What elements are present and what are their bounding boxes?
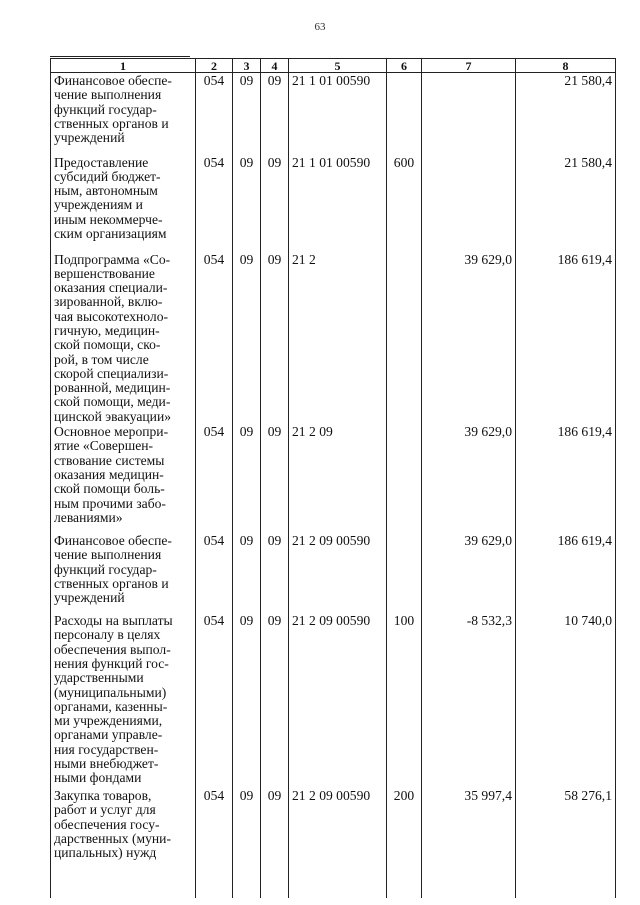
column-header: 1	[51, 59, 196, 73]
header-row	[51, 59, 616, 73]
cell-amount-change: -8 532,3	[422, 613, 516, 788]
cell-expense-type	[387, 424, 422, 533]
budget-table	[50, 58, 616, 898]
row-name: Финансовое обеспе- чение выполнения функций государ- ственных органов и учреждений	[54, 533, 172, 606]
cell-ministry-code: 054	[196, 788, 233, 898]
cell-amount-total: 10 740,0	[516, 613, 616, 788]
cell-amount-change	[422, 73, 516, 155]
cell-amount-change: 39 629,0	[422, 252, 516, 425]
cell-amount-total: 186 619,4	[516, 424, 616, 533]
page-number: 63	[314, 21, 326, 33]
row-name: Подпрограмма «Со- вершенствование оказания специали- зированной, вклю- чая высокотехноло- гичную, медицин- ской помощи, ско- рой, в том числе скорой специализи- рованной, медицин- ской помощи, меди- цинской эвакуации»	[54, 251, 172, 424]
cell-target-article: 21 1 01 00590	[289, 73, 387, 155]
column-header: 2	[196, 59, 233, 73]
cell-expense-type: 200	[387, 788, 422, 898]
cell-target-article: 21 2	[289, 252, 387, 425]
cell-ministry-code: 054	[196, 424, 233, 533]
column-header: 3	[233, 59, 261, 73]
cell-target-article: 21 2 09 00590	[289, 613, 387, 788]
cell-ministry-code: 054	[196, 252, 233, 425]
cell-expense-type	[387, 252, 422, 425]
cell-section: 09	[233, 73, 261, 155]
cell-amount-change	[422, 155, 516, 252]
cell-amount-total: 21 580,4	[516, 155, 616, 252]
cell-target-article: 21 2 09	[289, 424, 387, 533]
cell-section: 09	[233, 533, 261, 613]
cell-ministry-code: 054	[196, 155, 233, 252]
cell-expense-type	[387, 73, 422, 155]
cell-target-article: 21 1 01 00590	[289, 155, 387, 252]
cell-target-article: 21 2 09 00590	[289, 788, 387, 898]
cell-ministry-code: 054	[196, 613, 233, 788]
table-row	[51, 424, 616, 533]
cell-section: 09	[233, 788, 261, 898]
column-header: 7	[422, 59, 516, 73]
cell-amount-change: 39 629,0	[422, 533, 516, 613]
table-row	[51, 533, 616, 613]
cell-expense-type	[387, 533, 422, 613]
cell-amount-total: 186 619,4	[516, 252, 616, 425]
cell-subsection: 09	[261, 73, 289, 155]
row-name: Закупка товаров, работ и услуг для обеспечения госу- дарственных (муни- ципальных) нужд	[54, 788, 171, 861]
row-name: Предоставление субсидий бюджет- ным, автономным учреждениям и иным некоммерче- ским организациям	[54, 154, 167, 241]
cell-amount-total: 186 619,4	[516, 533, 616, 613]
column-header: 5	[289, 59, 387, 73]
column-header: 4	[261, 59, 289, 73]
column-header: 6	[387, 59, 422, 73]
cell-expense-type: 100	[387, 613, 422, 788]
cell-ministry-code: 054	[196, 533, 233, 613]
column-header: 8	[516, 59, 616, 73]
cell-subsection: 09	[261, 155, 289, 252]
table-row	[51, 613, 616, 788]
table-row	[51, 788, 616, 898]
cell-amount-change: 35 997,4	[422, 788, 516, 898]
table-row	[51, 155, 616, 252]
table-row	[51, 73, 616, 155]
cell-subsection: 09	[261, 424, 289, 533]
cell-amount-total: 58 276,1	[516, 788, 616, 898]
cell-target-article: 21 2 09 00590	[289, 533, 387, 613]
cell-subsection: 09	[261, 613, 289, 788]
cell-section: 09	[233, 424, 261, 533]
cell-ministry-code: 054	[196, 73, 233, 155]
row-name: Расходы на выплаты персоналу в целях обеспечения выпол- нения функций гос- ударственными (муниципальными) органами, казенны- ми учреждениями, органами управле- ния государствен- ными внебюджет- ными фондами	[54, 613, 173, 786]
cell-subsection: 09	[261, 788, 289, 898]
cell-section: 09	[233, 613, 261, 788]
row-name: Финансовое обеспе- чение выполнения функций государ- ственных органов и учреждений	[54, 73, 172, 146]
cell-subsection: 09	[261, 533, 289, 613]
row-name: Основное меропри- ятие «Совершен- ствование системы оказания медицин- ской помощи боль- ным прочими забо- леваниями»	[54, 424, 169, 525]
cell-section: 09	[233, 155, 261, 252]
table-row	[51, 252, 616, 425]
cell-subsection: 09	[261, 252, 289, 425]
cell-amount-change: 39 629,0	[422, 424, 516, 533]
cell-section: 09	[233, 252, 261, 425]
cell-amount-total: 21 580,4	[516, 73, 616, 155]
cell-expense-type: 600	[387, 155, 422, 252]
header-rule	[50, 56, 190, 57]
